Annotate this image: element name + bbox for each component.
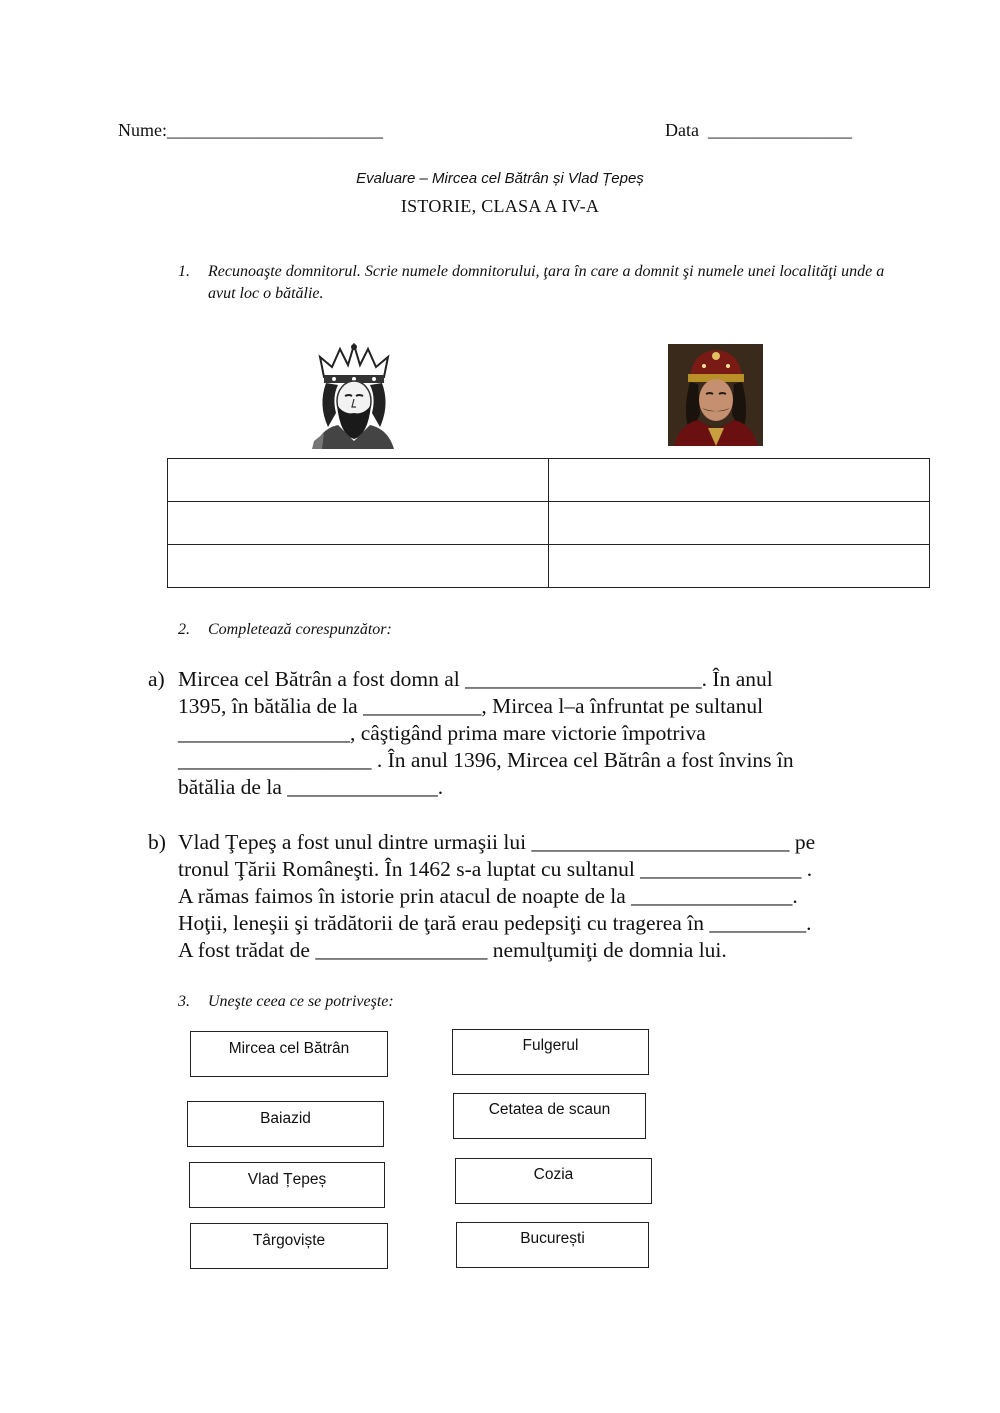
match-right-item[interactable]: Cetatea de scaun xyxy=(453,1093,646,1139)
table-row xyxy=(168,502,930,545)
table-cell[interactable] xyxy=(549,502,930,545)
exercise-2b-label: b) xyxy=(148,830,166,854)
exercise-2a-line: 1395, în bătălia de la ___________, Mircea l–a înfruntat pe sultanul xyxy=(178,694,764,718)
table-cell[interactable] xyxy=(549,545,930,588)
table-cell[interactable] xyxy=(168,545,549,588)
exercise-1-instruction xyxy=(178,261,898,311)
exercise-2a-paragraph xyxy=(148,666,948,806)
answer-table xyxy=(167,458,930,588)
crowned-king-portrait-icon xyxy=(310,343,398,449)
exercise-2a-line: __________________ . În anul 1396, Mircea cel Bătrân a fost învins în xyxy=(178,748,794,772)
date-field-label: Data ________________ xyxy=(665,120,852,140)
worksheet-subtitle: Evaluare – Mircea cel Bătrân și Vlad Țepeș xyxy=(356,170,644,187)
exercise-2b-paragraph xyxy=(148,829,948,969)
exercise-3-number: 3. xyxy=(178,993,190,1010)
match-left-item[interactable]: Vlad Țepeș xyxy=(189,1162,385,1208)
table-cell[interactable] xyxy=(549,459,930,502)
exercise-2b-line: Vlad Ţepeş a fost unul dintre urmaşii lui ________________________ pe xyxy=(178,830,816,854)
exercise-1-text: Recunoaşte domnitorul. Scrie numele domnitorului, ţara în care a domnit şi numele unei localităţi unde a avut loc o bătălie. xyxy=(208,263,885,302)
match-left-item[interactable]: Mircea cel Bătrân xyxy=(190,1031,388,1077)
match-right-item[interactable]: București xyxy=(456,1222,649,1268)
vlad-tepes-portrait-icon xyxy=(668,344,763,446)
exercise-2b-line: tronul Ţării Româneşti. În 1462 s-a luptat cu sultanul _______________ . xyxy=(178,857,813,881)
exercise-2-text: Completează corespunzător: xyxy=(208,621,392,638)
exercise-2a-line: Mircea cel Bătrân a fost domn al ______________________. În anul xyxy=(178,667,773,691)
table-row xyxy=(168,545,930,588)
exercise-2a-label: a) xyxy=(148,667,165,691)
exercise-2a-line: ________________, câştigând prima mare victorie împotriva xyxy=(178,721,706,745)
exercise-2-instruction xyxy=(178,619,778,643)
match-right-item[interactable]: Fulgerul xyxy=(452,1029,649,1075)
worksheet-title: ISTORIE, CLASA A IV-A xyxy=(400,196,600,216)
match-left-item[interactable]: Târgoviște xyxy=(190,1223,388,1269)
exercise-2b-line: Hoţii, leneşii şi trădătorii de ţară erau pedepsiţi cu tragerea în _________. xyxy=(178,911,812,935)
table-row xyxy=(168,459,930,502)
table-cell[interactable] xyxy=(168,502,549,545)
exercise-3-instruction xyxy=(178,991,778,1015)
exercise-1-number: 1. xyxy=(178,263,190,280)
table-cell[interactable] xyxy=(168,459,549,502)
name-field-label: Nume:________________________ xyxy=(118,120,383,140)
exercise-2a-line: bătălia de la ______________. xyxy=(178,775,444,799)
exercise-2-number: 2. xyxy=(178,621,190,638)
match-left-item[interactable]: Baiazid xyxy=(187,1101,384,1147)
match-right-item[interactable]: Cozia xyxy=(455,1158,652,1204)
exercise-2b-line: A fost trădat de ________________ nemulţumiţi de domnia lui. xyxy=(178,938,727,962)
exercise-2b-line: A rămas faimos în istorie prin atacul de noapte de la _______________. xyxy=(178,884,798,908)
exercise-3-text: Uneşte ceea ce se potriveşte: xyxy=(208,993,394,1010)
